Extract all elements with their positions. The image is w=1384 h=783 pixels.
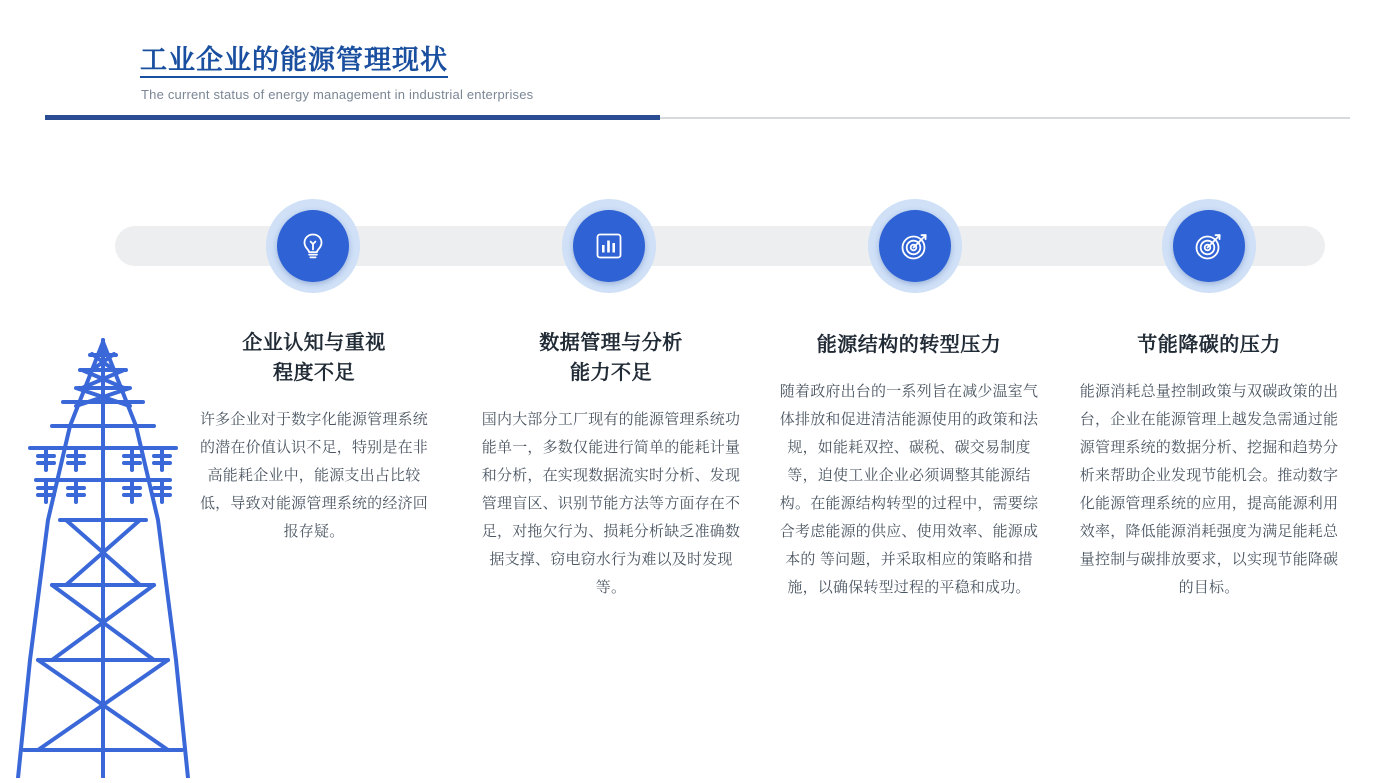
column-title-4: [1078, 330, 1340, 360]
target-icon: [1191, 228, 1227, 264]
content-column-3: [778, 330, 1040, 602]
column-body-1: 许多企业对于数字化能源管理系统的潜在价值认识不足，特别是在非高能耗企业中，能源支出占比较低，导致对能源管理系统的经济回报存疑。: [199, 411, 428, 540]
column-title-2-line1: 数据管理与分析: [539, 332, 683, 354]
column-title-2: [480, 328, 742, 388]
timeline-node-4[interactable]: [1162, 199, 1256, 293]
column-title-3-line1: 能源结构的转型压力: [816, 334, 1002, 356]
node-icon-wrapper-3: [879, 210, 951, 282]
page-header: [0, 0, 1384, 130]
timeline-node-2[interactable]: [562, 199, 656, 293]
column-title-2-line2: 能力不足: [570, 362, 652, 384]
column-title-3: [778, 330, 1040, 360]
timeline-node-3[interactable]: [868, 199, 962, 293]
transmission-tower-illustration: [8, 330, 218, 778]
content-column-4: [1078, 330, 1340, 602]
column-title-1-line1: 企业认知与重视: [242, 332, 386, 354]
content-column-2: [480, 328, 742, 602]
node-icon-wrapper-4: [1173, 210, 1245, 282]
header-grey-rule: [660, 117, 1350, 119]
page-title: 工业企业的能源管理现状: [140, 45, 448, 75]
node-icon-wrapper-1: [277, 210, 349, 282]
column-title-4-line1: 节能降碳的压力: [1137, 334, 1281, 356]
column-body-4: 能源消耗总量控制政策与双碳政策的出台，企业在能源管理上越发急需通过能源管理系统的数据分析、挖掘和趋势分析来帮助企业发现节能机会。推动数字化能源管理系统的应用，提高能源利用效率，降低能源消耗强度为满足能耗总量控制与碳排放要求，以实现节能降碳的目标。: [1079, 383, 1339, 596]
node-icon-wrapper-2: [573, 210, 645, 282]
column-body-3: 随着政府出台的一系列旨在减少温室气体排放和促进清洁能源使用的政策和法规，如能耗双控、碳税、碳交易制度等，迫使工业企业必须调整其能源结构。在能源结构转型的过程中，需要综合考虑能源的供应、使用效率、能源成本的 等问题，并采取相应的策略和措施，以确保转型过程的平稳和成功。: [779, 383, 1039, 596]
lightbulb-icon: [295, 228, 331, 264]
timeline-node-1[interactable]: [266, 199, 360, 293]
column-title-1-line2: 程度不足: [273, 362, 355, 384]
header-accent-rule: [45, 115, 660, 120]
bar-chart-icon: [592, 229, 626, 263]
page-subtitle: The current status of energy management in industrial enterprises: [141, 87, 534, 102]
content-column-1: [196, 328, 432, 546]
column-title-1: [196, 328, 432, 388]
target-icon: [897, 228, 933, 264]
column-body-2: 国内大部分工厂现有的能源管理系统功能单一，多数仅能进行简单的能耗计量和分析，在实现数据流实时分析、发现管理盲区、识别节能方法等方面存在不足，对拖欠行为、损耗分析缺乏准确数据支撑、窃电窃水行为难以及时发现等。: [481, 411, 741, 596]
